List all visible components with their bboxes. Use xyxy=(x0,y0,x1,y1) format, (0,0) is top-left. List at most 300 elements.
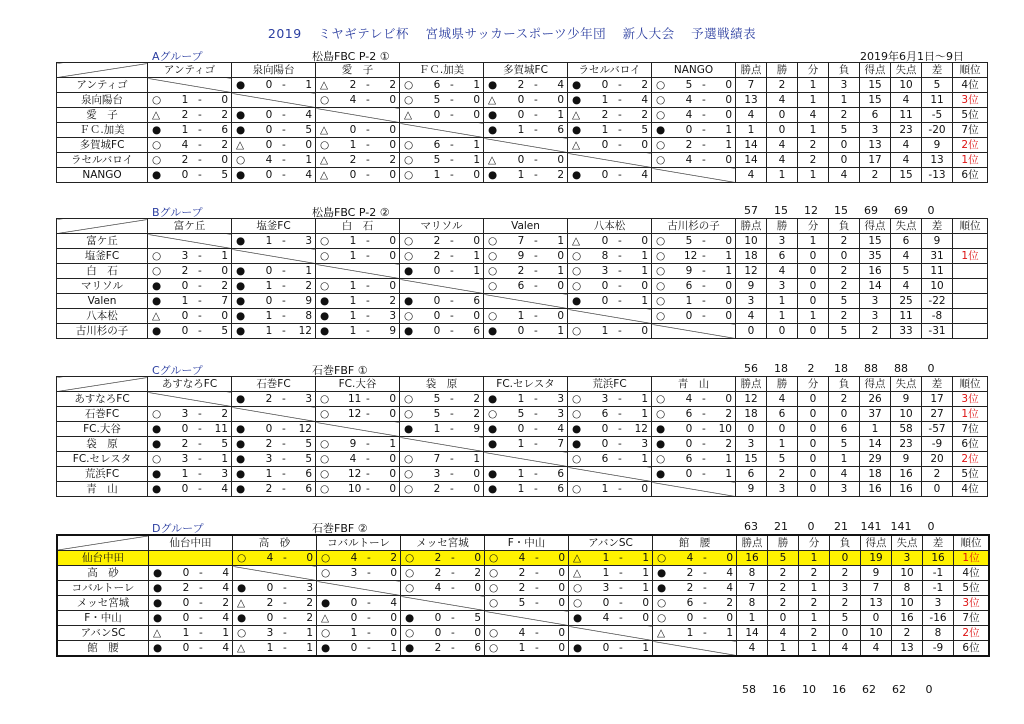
result-symbol: ● xyxy=(236,438,246,450)
column-team-name: 古川杉の子 xyxy=(652,219,736,234)
goals-against: 1 xyxy=(390,642,397,654)
match-result-cell xyxy=(317,566,401,581)
goals-for: 0 xyxy=(265,423,273,435)
result-symbol: ● xyxy=(320,310,330,322)
stat-value: 5 xyxy=(922,78,953,93)
total-value: 21 xyxy=(774,520,788,533)
stat-value: 2 xyxy=(767,467,798,482)
match-result-cell xyxy=(232,168,316,183)
result-symbol: ● xyxy=(572,295,582,307)
match-result-cell xyxy=(148,279,232,294)
result-symbol: ○ xyxy=(152,265,162,277)
result-symbol: △ xyxy=(152,310,161,322)
match-result-cell xyxy=(316,482,400,497)
match-result-cell xyxy=(316,168,400,183)
table-row xyxy=(57,452,988,467)
score-dash: - xyxy=(703,582,707,594)
group-header xyxy=(56,520,968,534)
goals-for: 3 xyxy=(265,453,273,465)
rank-value: 6位 xyxy=(953,168,988,183)
goals-against: 2 xyxy=(473,408,480,420)
stat-header: 差 xyxy=(922,63,953,78)
match-result-cell xyxy=(484,422,568,437)
match-result-cell xyxy=(484,279,568,294)
result-symbol: △ xyxy=(237,597,246,609)
stat-value: 23 xyxy=(891,123,922,138)
stat-value: 2 xyxy=(922,467,953,482)
total-value: 141 xyxy=(890,520,912,533)
match-result-cell xyxy=(232,279,316,294)
score-dash: - xyxy=(702,139,706,151)
stat-value: -9 xyxy=(923,641,954,657)
result-symbol: ● xyxy=(320,295,330,307)
score-dash: - xyxy=(618,139,622,151)
goals-for: 4 xyxy=(266,552,274,564)
score-dash: - xyxy=(366,94,370,106)
match-result-cell xyxy=(148,153,232,168)
goals-against: 0 xyxy=(557,154,564,166)
goals-for: 3 xyxy=(350,567,358,579)
goals-against: 6 xyxy=(305,483,312,495)
match-result-cell xyxy=(568,78,652,93)
stat-value: 1 xyxy=(798,78,829,93)
goals-for: 0 xyxy=(685,423,693,435)
stat-value: 4 xyxy=(829,168,860,183)
result-symbol: ● xyxy=(236,423,246,435)
goals-for: 0 xyxy=(182,642,190,654)
rank-header: 順位 xyxy=(954,535,990,551)
score-dash: - xyxy=(366,325,370,337)
stat-value: 3 xyxy=(829,482,860,497)
self-match-cell xyxy=(485,611,569,626)
goals-for: 6 xyxy=(685,280,693,292)
stat-value: 16 xyxy=(892,611,923,626)
stat-value: 2 xyxy=(768,566,799,581)
goals-against: 0 xyxy=(725,280,732,292)
match-result-cell xyxy=(484,407,568,422)
match-result-cell xyxy=(652,279,736,294)
table-row xyxy=(57,138,988,153)
result-symbol: ● xyxy=(152,280,162,292)
table-header-row xyxy=(57,377,988,392)
score-dash: - xyxy=(198,94,202,106)
total-value: 0 xyxy=(927,204,935,217)
column-team-name: 多賀城FC xyxy=(484,63,568,78)
result-symbol: ○ xyxy=(572,483,582,495)
match-result-cell xyxy=(484,168,568,183)
result-symbol: ● xyxy=(488,423,498,435)
goals-against: 2 xyxy=(306,612,313,624)
match-result-cell xyxy=(653,581,737,596)
goals-for: 0 xyxy=(265,295,273,307)
column-team-name: アバンSC xyxy=(569,535,653,551)
stat-value: 14 xyxy=(736,153,767,168)
total-value: 56 xyxy=(744,362,758,375)
self-match-cell xyxy=(484,138,568,153)
goals-against: 0 xyxy=(642,612,649,624)
goals-against: 3 xyxy=(221,468,228,480)
goals-for: 1 xyxy=(602,552,610,564)
self-match-cell xyxy=(317,581,401,596)
table-row xyxy=(57,249,988,264)
row-team-name: 富ケ丘 xyxy=(57,234,148,249)
goals-for: 0 xyxy=(266,582,274,594)
match-result-cell xyxy=(148,309,232,324)
stat-value: 4 xyxy=(767,93,798,108)
stat-value: 4 xyxy=(891,138,922,153)
goals-for: 3 xyxy=(181,453,189,465)
goals-against: 6 xyxy=(557,483,564,495)
stat-value: 3 xyxy=(860,309,891,324)
score-dash: - xyxy=(366,250,370,262)
row-team-name: 多賀城FC xyxy=(57,138,148,153)
result-symbol: ● xyxy=(488,483,498,495)
goals-against: 0 xyxy=(473,310,480,322)
stat-value: 6 xyxy=(860,108,891,123)
result-symbol: ○ xyxy=(572,408,582,420)
column-team-name: 荒浜FC xyxy=(568,377,652,392)
match-result-cell xyxy=(653,626,737,641)
goals-against: 2 xyxy=(474,567,481,579)
goals-against: 0 xyxy=(725,393,732,405)
stat-value: 1 xyxy=(768,641,799,657)
match-result-cell xyxy=(316,93,400,108)
result-symbol: ○ xyxy=(404,235,414,247)
score-dash: - xyxy=(451,552,455,564)
stat-header: 得点 xyxy=(861,535,892,551)
stat-value: 15 xyxy=(860,234,891,249)
goals-against: 1 xyxy=(642,642,649,654)
stat-value: 58 xyxy=(891,422,922,437)
goals-against: 0 xyxy=(389,453,396,465)
stat-value: 2 xyxy=(798,153,829,168)
goals-against: 0 xyxy=(641,483,648,495)
stat-value: 14 xyxy=(860,279,891,294)
column-team-name: FC.大谷 xyxy=(316,377,400,392)
score-dash: - xyxy=(702,438,706,450)
result-symbol: ○ xyxy=(404,453,414,465)
stat-value: 4 xyxy=(767,138,798,153)
score-dash: - xyxy=(198,154,202,166)
score-dash: - xyxy=(451,567,455,579)
stat-value: 3 xyxy=(829,78,860,93)
score-dash: - xyxy=(366,79,370,91)
table-row xyxy=(57,596,989,611)
goals-for: 0 xyxy=(350,597,358,609)
goals-for: 1 xyxy=(181,94,189,106)
goals-for: 0 xyxy=(434,612,442,624)
score-dash: - xyxy=(535,642,539,654)
result-symbol: ○ xyxy=(405,627,415,639)
result-symbol: ● xyxy=(572,423,582,435)
result-symbol: ○ xyxy=(656,109,666,121)
match-result-cell xyxy=(652,249,736,264)
goals-against: 1 xyxy=(557,325,564,337)
score-dash: - xyxy=(198,438,202,450)
rank-value: 1位 xyxy=(954,551,990,566)
score-dash: - xyxy=(534,265,538,277)
column-team-name: F・中山 xyxy=(485,535,569,551)
goals-for: 1 xyxy=(181,295,189,307)
score-dash: - xyxy=(366,438,370,450)
stat-value: 9 xyxy=(922,234,953,249)
stat-value: 0 xyxy=(767,123,798,138)
self-match-cell xyxy=(568,153,652,168)
stat-value: 0 xyxy=(768,611,799,626)
goals-against: 5 xyxy=(641,124,648,136)
match-result-cell xyxy=(400,309,484,324)
table-row xyxy=(57,234,988,249)
goals-against: 7 xyxy=(221,295,228,307)
column-team-name: 館 腰 xyxy=(653,535,737,551)
result-symbol: △ xyxy=(320,79,329,91)
goals-for: 0 xyxy=(265,109,273,121)
match-result-cell xyxy=(484,93,568,108)
goals-against: 0 xyxy=(558,582,565,594)
goals-for: 0 xyxy=(181,310,189,322)
result-symbol: ● xyxy=(404,265,414,277)
group-header xyxy=(56,362,968,376)
stat-header: 勝点 xyxy=(736,63,767,78)
goals-against: 0 xyxy=(389,483,396,495)
table-row xyxy=(57,123,988,138)
score-dash: - xyxy=(618,94,622,106)
goals-against: 1 xyxy=(725,250,732,262)
goals-for: 1 xyxy=(518,642,526,654)
score-dash: - xyxy=(702,235,706,247)
match-result-cell xyxy=(233,641,317,657)
table-row xyxy=(57,551,989,566)
group-header xyxy=(56,204,968,218)
score-dash: - xyxy=(198,310,202,322)
match-result-cell xyxy=(400,482,484,497)
goals-for: 2 xyxy=(517,79,525,91)
match-result-cell xyxy=(652,123,736,138)
self-match-cell xyxy=(569,626,653,641)
goals-for: 2 xyxy=(686,582,694,594)
goals-for: 1 xyxy=(602,567,610,579)
stat-value: 3 xyxy=(767,482,798,497)
goals-for: 0 xyxy=(182,597,190,609)
match-result-cell xyxy=(484,249,568,264)
total-value: 10 xyxy=(802,683,816,696)
table-header-row xyxy=(57,535,989,551)
match-result-cell xyxy=(484,153,568,168)
stat-value: 12 xyxy=(736,392,767,407)
column-team-name: 富ケ丘 xyxy=(148,219,232,234)
stat-value: 8 xyxy=(923,626,954,641)
rank-value: 3位 xyxy=(953,93,988,108)
score-dash: - xyxy=(702,468,706,480)
result-symbol: ● xyxy=(236,265,246,277)
result-symbol: ○ xyxy=(152,408,162,420)
match-result-cell xyxy=(400,78,484,93)
stat-header: 差 xyxy=(922,219,953,234)
score-dash: - xyxy=(198,468,202,480)
goals-against: 0 xyxy=(473,94,480,106)
match-result-cell xyxy=(148,422,232,437)
total-value: 12 xyxy=(804,204,818,217)
goals-for: 0 xyxy=(182,567,190,579)
result-symbol: △ xyxy=(153,627,162,639)
goals-for: 6 xyxy=(601,408,609,420)
score-dash: - xyxy=(450,408,454,420)
stat-value: -57 xyxy=(922,422,953,437)
self-match-cell xyxy=(232,249,316,264)
goals-for: 1 xyxy=(350,627,358,639)
result-symbol: ● xyxy=(237,612,247,624)
score-dash: - xyxy=(450,423,454,435)
total-value: 0 xyxy=(807,520,815,533)
total-value: 15 xyxy=(834,204,848,217)
result-symbol: ○ xyxy=(656,265,666,277)
score-dash: - xyxy=(702,109,706,121)
result-symbol: ● xyxy=(152,423,162,435)
goals-for: 3 xyxy=(601,265,609,277)
goals-against: 3 xyxy=(389,310,396,322)
result-symbol: ● xyxy=(657,582,667,594)
goals-against: 5 xyxy=(221,438,228,450)
stat-value: 5 xyxy=(767,452,798,467)
stat-value: 2 xyxy=(768,596,799,611)
goals-for: 1 xyxy=(349,310,357,322)
match-result-cell xyxy=(485,581,569,596)
goals-against: 1 xyxy=(725,468,732,480)
goals-against: 1 xyxy=(725,453,732,465)
rank-value: 6位 xyxy=(953,437,988,452)
group-a xyxy=(56,48,981,183)
stat-value: 15 xyxy=(891,168,922,183)
score-dash: - xyxy=(198,453,202,465)
stat-value: 10 xyxy=(892,596,923,611)
score-dash: - xyxy=(535,597,539,609)
goals-for: 1 xyxy=(433,423,441,435)
total-value: 18 xyxy=(834,362,848,375)
stat-value: 0 xyxy=(736,324,767,339)
stat-value: 1 xyxy=(799,551,830,566)
rank-value: 1位 xyxy=(953,407,988,422)
goals-against: 1 xyxy=(725,139,732,151)
goals-for: 4 xyxy=(349,453,357,465)
result-symbol: ● xyxy=(236,468,246,480)
self-match-cell xyxy=(232,93,316,108)
stat-value: 5 xyxy=(891,264,922,279)
goals-against: 0 xyxy=(557,280,564,292)
column-team-name: Valen xyxy=(484,219,568,234)
goals-against: 0 xyxy=(558,552,565,564)
stat-value: -1 xyxy=(923,581,954,596)
goals-against: 3 xyxy=(305,393,312,405)
stat-value: 0 xyxy=(922,482,953,497)
goals-against: 2 xyxy=(557,169,564,181)
rank-value: 7位 xyxy=(953,422,988,437)
result-symbol: ○ xyxy=(488,408,498,420)
score-dash: - xyxy=(619,612,623,624)
result-symbol: ○ xyxy=(404,408,414,420)
stat-value: 0 xyxy=(829,138,860,153)
stat-value: 5 xyxy=(829,437,860,452)
score-dash: - xyxy=(367,567,371,579)
stat-value: 1 xyxy=(737,611,768,626)
score-dash: - xyxy=(366,468,370,480)
stat-value: 5 xyxy=(829,123,860,138)
score-dash: - xyxy=(367,642,371,654)
row-team-name: FC.セレスタ xyxy=(57,452,148,467)
match-result-cell xyxy=(316,123,400,138)
match-result-cell xyxy=(652,407,736,422)
column-team-name: 高 砂 xyxy=(233,535,317,551)
table-header-row xyxy=(57,63,988,78)
result-symbol: ● xyxy=(404,325,414,337)
result-symbol: ○ xyxy=(237,627,247,639)
stat-value: 9 xyxy=(891,452,922,467)
result-symbol: ○ xyxy=(489,597,499,609)
result-symbol: ○ xyxy=(320,438,330,450)
score-dash: - xyxy=(367,627,371,639)
stat-value: 4 xyxy=(891,279,922,294)
rank-value: 4位 xyxy=(953,482,988,497)
stat-value: 4 xyxy=(767,153,798,168)
score-dash: - xyxy=(703,612,707,624)
goals-against: 2 xyxy=(221,139,228,151)
result-symbol: ● xyxy=(321,642,331,654)
total-value: 18 xyxy=(774,362,788,375)
goals-against: 0 xyxy=(558,567,565,579)
result-symbol: ○ xyxy=(488,280,498,292)
match-result-cell xyxy=(568,108,652,123)
row-team-name: アバンSC xyxy=(57,626,149,641)
goals-against: 5 xyxy=(305,124,312,136)
stat-value: 0 xyxy=(798,264,829,279)
score-dash: - xyxy=(619,642,623,654)
row-team-name: メッセ宮城 xyxy=(57,596,149,611)
corner-cell xyxy=(57,219,148,234)
stat-value: 10 xyxy=(736,234,767,249)
column-team-name: 仙台中田 xyxy=(149,535,233,551)
goals-against: 2 xyxy=(473,393,480,405)
goals-for: 1 xyxy=(433,169,441,181)
result-symbol: ○ xyxy=(656,79,666,91)
stat-header: 失点 xyxy=(891,377,922,392)
score-dash: - xyxy=(618,438,622,450)
result-symbol: ○ xyxy=(404,139,414,151)
score-dash: - xyxy=(198,109,202,121)
rank-value: 2位 xyxy=(953,452,988,467)
match-result-cell xyxy=(652,452,736,467)
result-symbol: ● xyxy=(152,483,162,495)
total-value: 88 xyxy=(864,362,878,375)
match-result-cell xyxy=(316,279,400,294)
match-result-cell xyxy=(484,437,568,452)
rank-value xyxy=(953,294,988,309)
stat-value: 1 xyxy=(799,581,830,596)
score-dash: - xyxy=(618,325,622,337)
result-symbol: ○ xyxy=(405,552,415,564)
match-result-cell xyxy=(148,138,232,153)
stat-value: 26 xyxy=(860,392,891,407)
result-symbol: ● xyxy=(488,79,498,91)
stat-value: 1 xyxy=(860,422,891,437)
score-dash: - xyxy=(198,325,202,337)
stat-value: 0 xyxy=(798,294,829,309)
result-symbol: ○ xyxy=(488,235,498,247)
group-c xyxy=(56,362,981,497)
goals-against: 5 xyxy=(221,169,228,181)
goals-for: 1 xyxy=(601,94,609,106)
goals-for: 0 xyxy=(265,124,273,136)
stat-value: 18 xyxy=(736,407,767,422)
result-symbol: ● xyxy=(405,612,415,624)
